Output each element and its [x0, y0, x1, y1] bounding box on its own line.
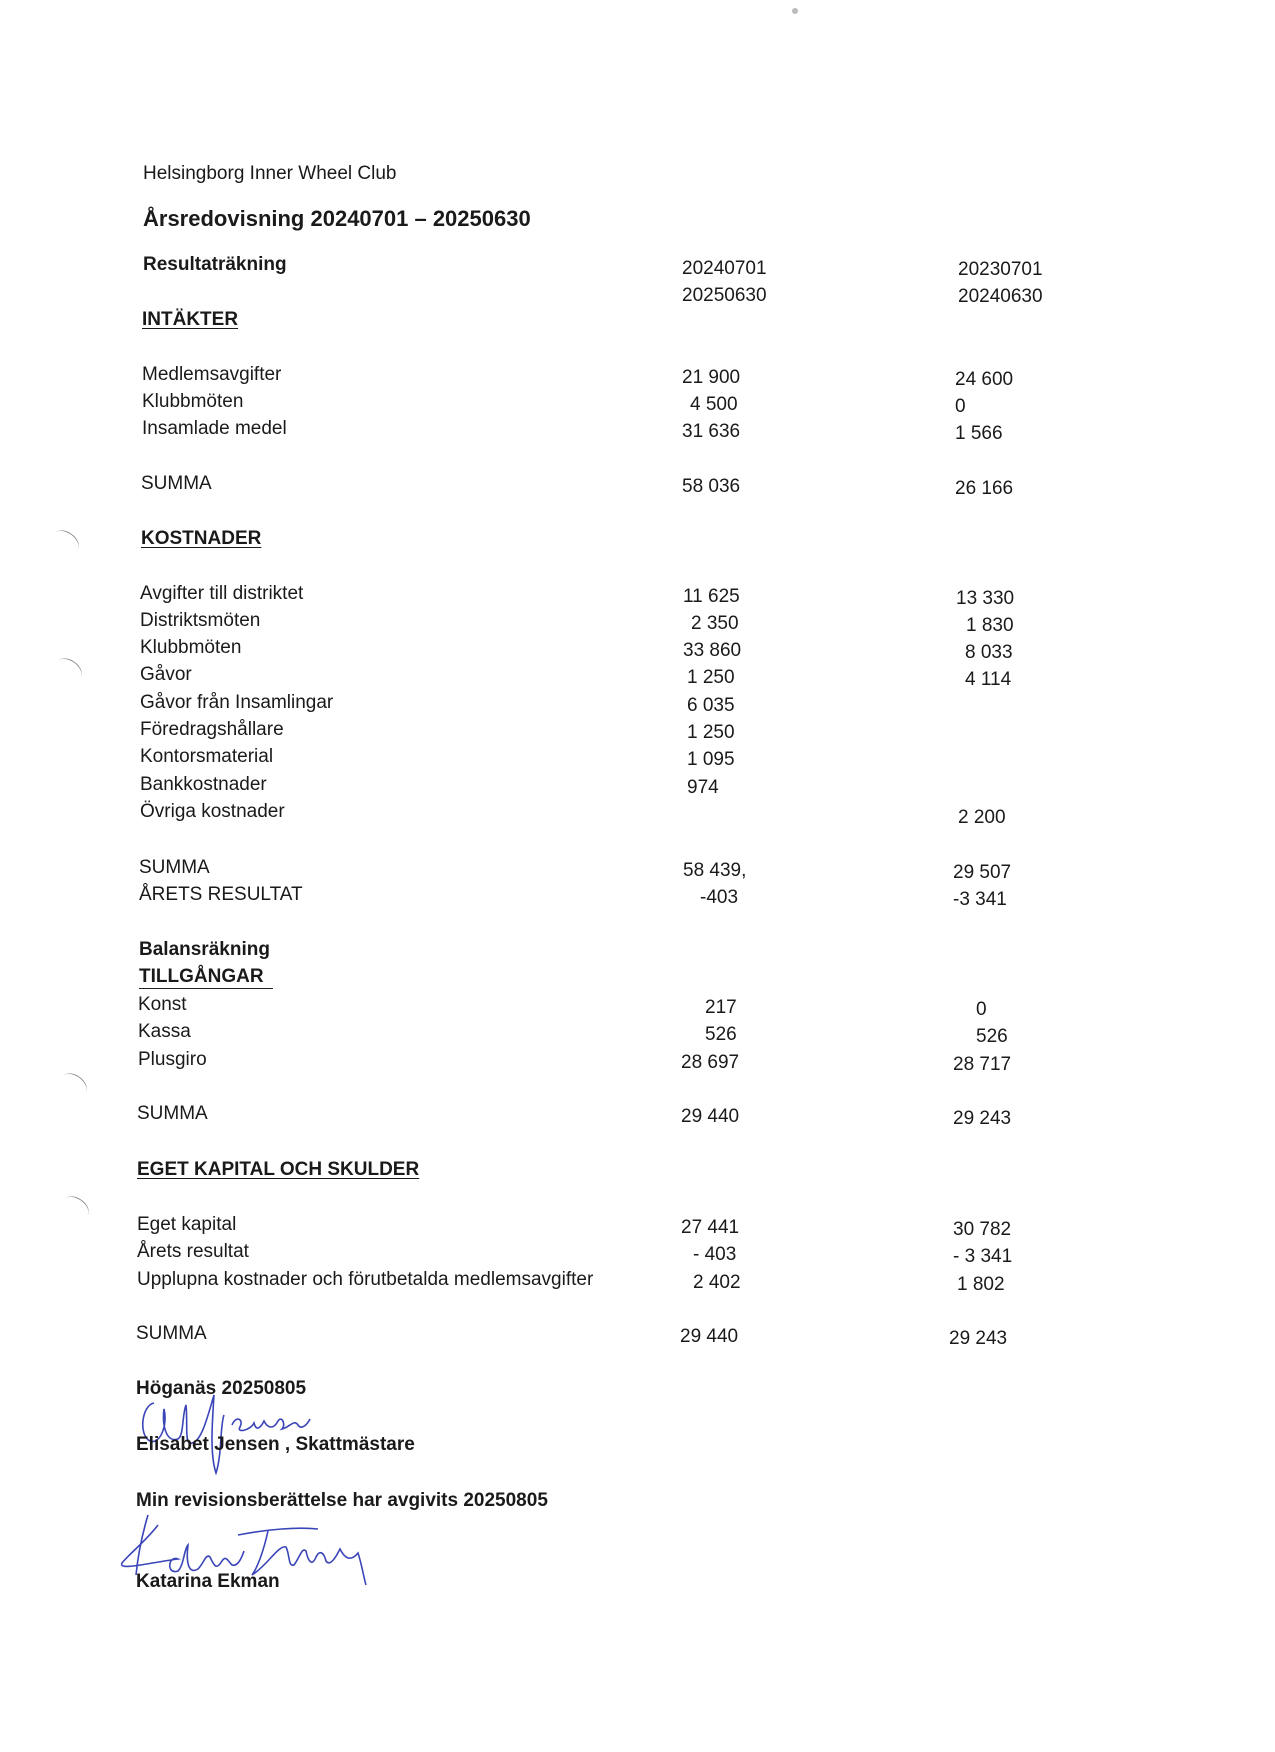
- row-label: Eget kapital: [137, 1214, 237, 1235]
- result-current-value: -403: [700, 887, 739, 908]
- signature-stroke: [122, 1515, 244, 1575]
- row-previous-value: - 3 341: [953, 1246, 1013, 1267]
- row-previous-value: 13 330: [956, 588, 1015, 609]
- total-label: SUMMA: [137, 1103, 208, 1124]
- row-previous-value: 30 782: [953, 1219, 1012, 1240]
- signature-stroke: [232, 1419, 310, 1430]
- costs-heading: KOSTNADER: [141, 528, 262, 549]
- row-current-value: 31 636: [682, 421, 741, 442]
- punch-hole-mark: [57, 1069, 91, 1101]
- scan-speck: [792, 8, 798, 14]
- row-current-value: 1 250: [687, 667, 735, 688]
- row-current-value: 21 900: [682, 367, 741, 388]
- total-previous-value: 29 507: [953, 862, 1012, 883]
- row-previous-value: 28 717: [953, 1054, 1012, 1075]
- row-label: Insamlade medel: [142, 418, 287, 439]
- income-statement-heading: Resultaträkning: [143, 254, 287, 275]
- row-previous-value: 8 033: [965, 642, 1013, 663]
- assets-heading-text: TILLGÅNGAR: [139, 966, 264, 987]
- assets-heading: [139, 967, 273, 989]
- row-label: Årets resultat: [137, 1241, 249, 1262]
- punch-hole-mark: [49, 526, 83, 558]
- row-previous-value: 1 802: [957, 1274, 1005, 1295]
- treasurer-signature: [132, 1385, 352, 1475]
- row-previous-value: 4 114: [965, 669, 1012, 690]
- row-current-value: 27 441: [681, 1217, 740, 1238]
- total-label: SUMMA: [136, 1323, 207, 1344]
- total-previous-value: 29 243: [953, 1108, 1012, 1129]
- row-current-value: 2 350: [691, 613, 739, 634]
- column-previous-from: 20230701: [958, 259, 1043, 280]
- column-previous-to: 20240630: [958, 286, 1043, 307]
- result-previous-value: -3 341: [953, 889, 1007, 910]
- row-current-value: 1 095: [687, 749, 735, 770]
- auditor-name: Katarina Ekman: [136, 1571, 280, 1592]
- balance-sheet-heading: Balansräkning: [139, 939, 270, 960]
- punch-hole-mark: [52, 654, 86, 686]
- row-previous-value: 1 566: [955, 423, 1003, 444]
- row-label: Gåvor från Insamlingar: [140, 692, 334, 713]
- column-current-from: 20240701: [682, 258, 767, 279]
- row-label: Gåvor: [140, 664, 192, 685]
- row-current-value: 974: [687, 777, 719, 798]
- row-previous-value: 0: [955, 396, 966, 417]
- row-label: Kassa: [138, 1021, 191, 1042]
- row-label: Distriktsmöten: [140, 610, 261, 631]
- punch-hole-mark: [59, 1192, 93, 1224]
- income-heading: INTÄKTER: [142, 309, 239, 330]
- row-current-value: 33 860: [683, 640, 742, 661]
- row-previous-value: 526: [976, 1026, 1008, 1047]
- row-label: Upplupna kostnader och förutbetalda medlemsavgifter: [137, 1269, 594, 1290]
- result-label: ÅRETS RESULTAT: [139, 884, 303, 905]
- row-current-value: 217: [705, 997, 737, 1018]
- row-current-value: - 403: [693, 1244, 737, 1265]
- row-label: Föredragshållare: [140, 719, 284, 740]
- row-label: Klubbmöten: [142, 391, 244, 412]
- organization-name: Helsingborg Inner Wheel Club: [143, 163, 397, 184]
- place-date: Höganäs 20250805: [136, 1378, 307, 1399]
- total-current-value: 58 036: [682, 476, 741, 497]
- total-previous-value: 26 166: [955, 478, 1014, 499]
- audit-statement: Min revisionsberättelse har avgivits 20250805: [136, 1490, 548, 1511]
- row-label: Övriga kostnader: [140, 801, 285, 822]
- row-current-value: 28 697: [681, 1052, 740, 1073]
- row-current-value: 11 625: [683, 586, 740, 607]
- total-previous-value: 29 243: [949, 1328, 1008, 1349]
- row-previous-value: 1 830: [966, 615, 1014, 636]
- row-label: Konst: [138, 994, 187, 1015]
- document-title: Årsredovisning 20240701 – 20250630: [143, 206, 531, 231]
- row-current-value: 526: [705, 1024, 737, 1045]
- row-label: Bankkostnader: [140, 774, 267, 795]
- row-previous-value: 24 600: [955, 369, 1014, 390]
- row-current-value: 6 035: [687, 695, 735, 716]
- row-label: Medlemsavgifter: [142, 364, 282, 385]
- total-label: SUMMA: [139, 857, 210, 878]
- row-label: Plusgiro: [138, 1049, 207, 1070]
- total-current-value: 29 440: [681, 1106, 740, 1127]
- row-label: Kontorsmaterial: [140, 746, 274, 767]
- treasurer-name: Elisabet Jensen , Skattmästare: [136, 1434, 415, 1455]
- row-current-value: 4 500: [690, 394, 738, 415]
- row-previous-value: 2 200: [958, 807, 1006, 828]
- row-label: Klubbmöten: [140, 637, 242, 658]
- total-current-value: 29 440: [680, 1326, 739, 1347]
- row-current-value: 2 402: [693, 1272, 741, 1293]
- row-current-value: 1 250: [687, 722, 735, 743]
- column-current-to: 20250630: [682, 285, 767, 306]
- row-label: Avgifter till distriktet: [140, 583, 304, 604]
- equity-liabilities-heading: EGET KAPITAL OCH SKULDER: [137, 1159, 420, 1180]
- total-current-value: 58 439,: [683, 860, 747, 881]
- row-previous-value: 0: [976, 999, 987, 1020]
- total-label: SUMMA: [141, 473, 212, 494]
